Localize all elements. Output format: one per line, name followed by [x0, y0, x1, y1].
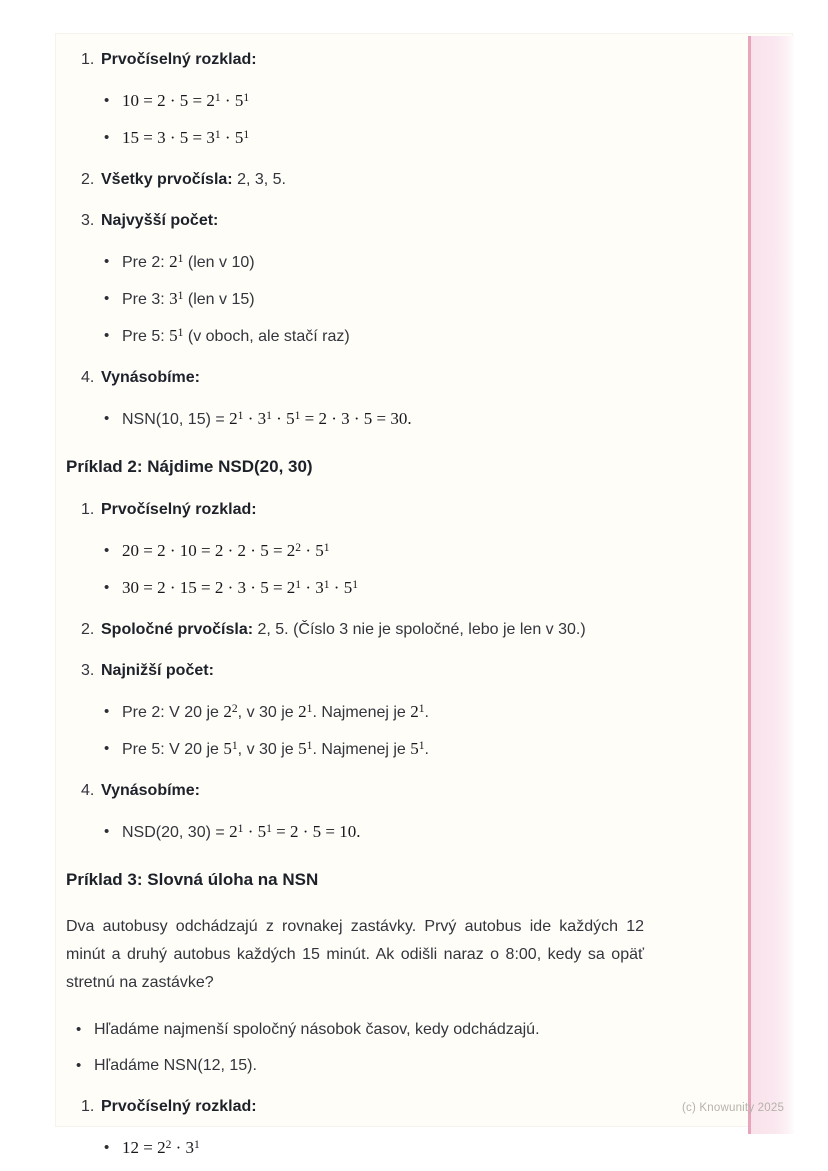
bullet-text: Hľadáme najmenší spoločný násobok časov, kedy odchádzajú. — [94, 1021, 540, 1038]
bullet-text: Hľadáme NSN(12, 15). — [94, 1057, 257, 1074]
step-label: Vynásobíme: — [101, 782, 200, 799]
bullet-text: Pre 2: $2^1$ (len v 10) — [122, 252, 255, 271]
step-text: 2, 3, 5. — [232, 171, 286, 188]
bullet-list — [66, 1137, 650, 1160]
step-item-highest-count — [66, 210, 650, 232]
bullet-item — [66, 1137, 650, 1160]
document-page — [55, 33, 793, 1157]
step-label: Prvočíselný rozklad: — [101, 1098, 257, 1115]
bullet-text: Pre 3: $3^1$ (len v 15) — [122, 289, 255, 308]
bullet-item — [66, 821, 650, 844]
bullet-list — [66, 821, 650, 844]
step-number: 3. — [81, 662, 95, 679]
bullet-item — [66, 577, 650, 600]
step-label: Najvyšší počet: — [101, 212, 219, 229]
bullet-text: $20 = 2 \cdot 10 = 2 \cdot 2 \cdot 5 = 2^2 \cdot 5^1$ — [122, 541, 330, 560]
bullet-item — [66, 1019, 650, 1041]
step-item-multiply-2 — [66, 780, 650, 802]
bullet-item — [66, 90, 650, 113]
bullet-item — [66, 127, 650, 150]
step-label: Všetky prvočísla: — [101, 171, 233, 188]
step-number: 1. — [81, 51, 95, 68]
step-number: 2. — [81, 171, 95, 188]
step-number: 2. — [81, 621, 95, 638]
step-label: Najnižší počet: — [101, 662, 214, 679]
bullet-item — [66, 701, 650, 724]
bullet-text: $30 = 2 \cdot 15 = 2 \cdot 3 \cdot 5 = 2^1 \cdot 3^1 \cdot 5^1$ — [122, 578, 358, 597]
bullet-list — [66, 90, 650, 150]
bullet-item — [66, 408, 650, 431]
watermark: (c) Knowunity 2025 — [682, 1102, 785, 1114]
step-item-common-primes — [66, 619, 650, 641]
bullet-item — [66, 325, 650, 348]
bullet-list — [66, 251, 650, 348]
bullet-item — [66, 251, 650, 274]
example-3-heading: Príklad 3: Slovná úloha na NSN — [66, 870, 319, 889]
bullet-item — [66, 540, 650, 563]
step-item-all-primes — [66, 169, 650, 191]
step-number: 4. — [81, 369, 95, 386]
bullet-text: $15 = 3 \cdot 5 = 3^1 \cdot 5^1$ — [122, 128, 250, 147]
bullet-list — [66, 701, 650, 761]
bullet-text: $10 = 2 \cdot 5 = 2^1 \cdot 5^1$ — [122, 91, 250, 110]
step-label: Prvočíselný rozklad: — [101, 51, 257, 68]
bullet-item — [66, 1055, 650, 1077]
step-number: 1. — [81, 1098, 95, 1115]
step-text: 2, 5. (Číslo 3 nie je spoločné, lebo je len v 30.) — [253, 621, 586, 638]
step-number: 1. — [81, 501, 95, 518]
page-content — [56, 34, 650, 1160]
bullet-list — [66, 408, 650, 431]
step-label: Prvočíselný rozklad: — [101, 501, 257, 518]
step-label: Spoločné prvočísla: — [101, 621, 254, 638]
example-2-heading: Príklad 2: Nájdime NSD(20, 30) — [66, 457, 313, 476]
page-accent-band — [748, 36, 794, 1134]
step-item-prime-factorization-2 — [66, 499, 650, 521]
bullet-list — [66, 540, 650, 600]
bullet-text: $12 = 2^2 \cdot 3^1$ — [122, 1138, 200, 1157]
step-item-multiply-1 — [66, 367, 650, 389]
step-number: 4. — [81, 782, 95, 799]
step-item-lowest-count — [66, 660, 650, 682]
bullet-text: Pre 2: V 20 je $2^2$, v 30 je $2^1$. Najmenej je $2^1$. — [122, 702, 429, 721]
bullet-text: NSN(10, $15) = 2^1 \cdot 3^1 \cdot 5^1 = 2 \cdot 3 \cdot 5 = 30$. — [122, 409, 412, 428]
bullet-list — [66, 1019, 650, 1077]
step-label: Vynásobíme: — [101, 369, 200, 386]
bullet-item — [66, 288, 650, 311]
word-problem-paragraph: Dva autobusy odchádzajú z rovnakej zastávky. Prvý autobus ide každých 12 minút a druhý autobus každých 15 minút. Ak odišli naraz o 8:00, kedy sa opäť stretnú na zastávke? — [66, 918, 644, 991]
bullet-item — [66, 738, 650, 761]
bullet-text: Pre 5: $5^1$ (v oboch, ale stačí raz) — [122, 326, 350, 345]
step-number: 3. — [81, 212, 95, 229]
step-item-prime-factorization-1 — [66, 49, 650, 71]
bullet-text: Pre 5: V 20 je $5^1$, v 30 je $5^1$. Najmenej je $5^1$. — [122, 739, 429, 758]
bullet-text: NSD(20, $30) = 2^1 \cdot 5^1 = 2 \cdot 5 = 10$. — [122, 822, 361, 841]
step-item-prime-factorization-3 — [66, 1096, 650, 1118]
